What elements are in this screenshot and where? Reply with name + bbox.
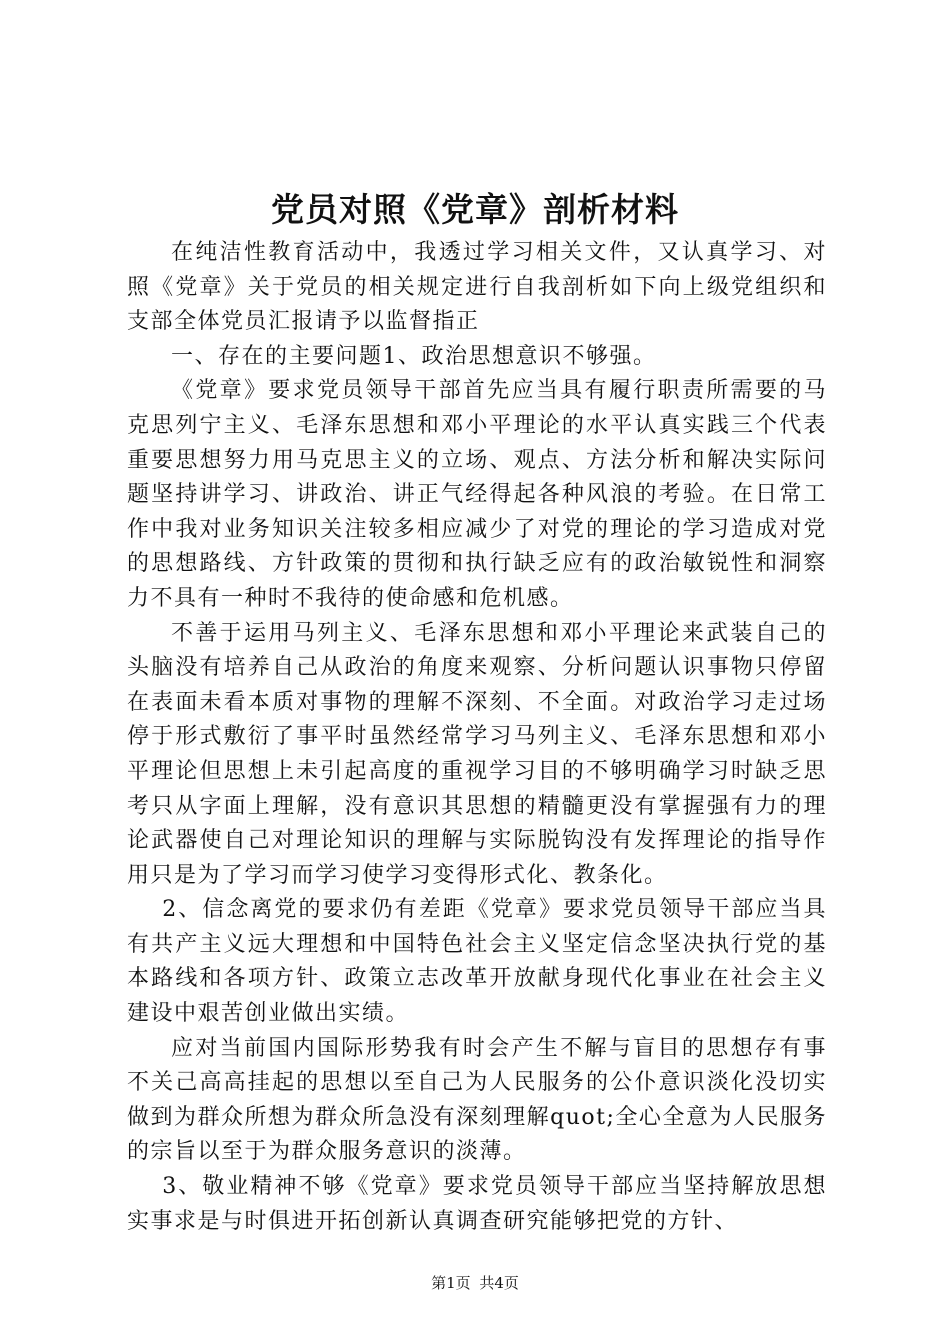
paragraph-intro: 在纯洁性教育活动中，我透过学习相关文件，又认真学习、对照《党章》关于党员的相关规定进行自我剖析如下向上级党组织和支部全体党员汇报请予以监督指正: [127, 240, 827, 335]
document-title: 党员对照《党章》剖析材料: [271, 190, 679, 229]
paragraph-belief-gap: 2、信念离党的要求仍有差距《党章》要求党员领导干部应当具有共产主义远大理想和中国特色社会主义坚定信念坚决执行党的基本路线和各项方针、政策立志改革开放献身现代化事业在社会主义建设中艰苦创业做出实绩。: [127, 897, 827, 1027]
paragraph-section-heading: 一、存在的主要问题1、政治思想意识不够强。: [171, 343, 657, 369]
paragraph-service-awareness: 应对当前国内国际形势我有时会产生不解与盲目的思想存有事不关己高高挂起的思想以至自己为人民服务的公仆意识淡化没切实做到为群众所想为群众所急没有深刻理解quot;全心全意为人民服务的宗旨以至于为群众服务意识的淡薄。: [127, 1035, 827, 1165]
document-body: [127, 236, 827, 1239]
page-footer: [0, 1273, 950, 1293]
paragraph-dedication: 3、敬业精神不够《党章》要求党员领导干部应当坚持解放思想实事求是与时俱进开拓创新认真调查研究能够把党的方针、: [127, 1174, 827, 1234]
paragraph-party-constitution-requirement: 《党章》要求党员领导干部首先应当具有履行职责所需要的马克思列宁主义、毛泽东思想和邓小平理论的水平认真实践三个代表重要思想努力用马克思主义的立场、观点、方法分析和解决实际问题坚持讲学习、讲政治、讲正气经得起各种风浪的考验。在日常工作中我对业务知识关注较多相应减少了对党的理论的学习造成对党的思想路线、方针政策的贯彻和执行缺乏应有的政治敏锐性和洞察力不具有一种时不我待的使命感和危机感。: [127, 378, 827, 611]
paragraph-theory-study: 不善于运用马列主义、毛泽东思想和邓小平理论来武装自己的头脑没有培养自己从政治的角度来观察、分析问题认识事物只停留在表面未看本质对事物的理解不深刻、不全面。对政治学习走过场停于形式敷衍了事平时虽然经常学习马列主义、毛泽东思想和邓小平理论但思想上未引起高度的重视学习目的不够明确学习时缺乏思考只从字面上理解，没有意识其思想的精髓更没有掌握强有力的理论武器使自己对理论知识的理解与实际脱钩没有发挥理论的指导作用只是为了学习而学习使学习变得形式化、教条化。: [127, 620, 827, 888]
page-number: 第1页: [431, 1274, 471, 1292]
page-total: 共4页: [479, 1274, 519, 1292]
